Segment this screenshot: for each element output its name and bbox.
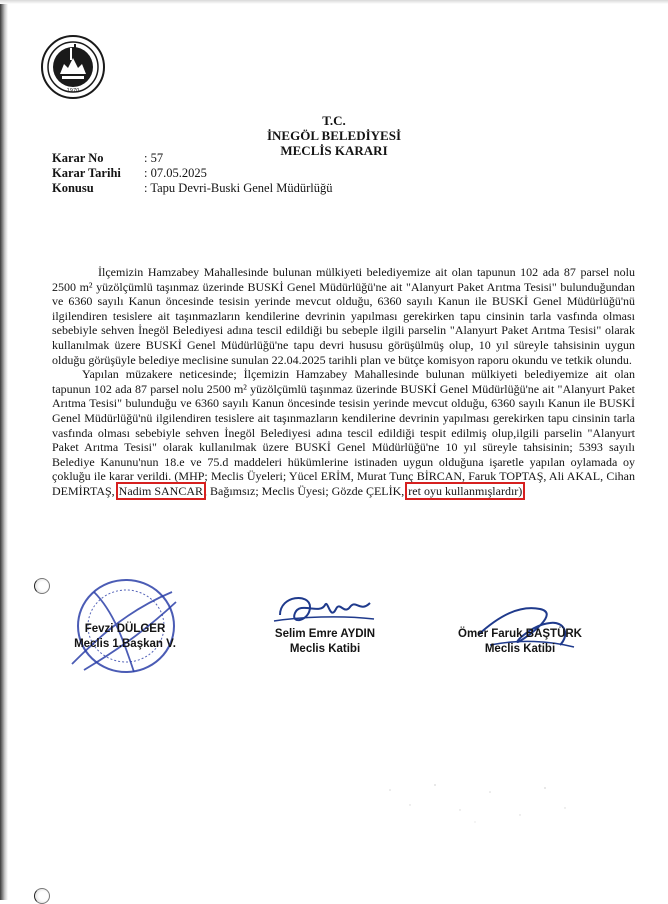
scan-noise [380,770,580,830]
signer-name: Fevzi DÜLGER [84,623,166,635]
scan-top-shadow [0,0,668,4]
header-council-decision: MECLİS KARARI [280,143,388,158]
punch-hole [34,578,50,594]
signer-title: Meclis Katibi [484,643,556,655]
meta-row-subject [52,181,332,196]
decision-body [52,265,635,499]
meta-label: Karar No [52,151,104,165]
decision-meta [52,151,332,196]
signer-title: Meclis 1.Başkan V. [74,638,176,650]
signature-block-clerk-1 [255,627,395,657]
paragraph-commission-report: İlçemizin Hamzabey Mahallesinde bulunan mülkiyeti belediyemize ait olan tapunun 102 ada 87 parsel nolu 2500 m² yüzölçümlü taşınmaz üzerinde BUSKİ Genel Müdürlüğü'ne ait "Alanyurt Paket Arıtma Tesisi" bulunduğundan ve 6360 sayılı Kanun öncesinde tesisin yerinde mevcut olduğu, 6360 sayılı Kanun ile BUSKİ Genel Müdürlüğü'nü ilgilendiren tesislere ait taşınmazların kendilerine devrinin yapılması gerekirken tapu cinsinin tarla vasfında olması sebebiyle sehven İnegöl Belediyesi adına tescil edildiği bu sebeple ilgili parselin "Alanyurt Paket Arıtma Tesisi" olarak kullanılmak üzere BUSKİ Genel Müdürlüğü'ne tapu devri hususu görüşülmüş olup, 10 yıl süreyle tahsisinin uygun olduğu görüşüyle belediye meclisine sunulan 22.04.2025 tarihli plan ve bütçe komisyon raporu okundu ve tetkik olundu. [52,265,635,367]
meta-label: Karar Tarihi [52,166,121,180]
meta-value: : 57 [144,151,164,165]
signature-block-clerk-2 [440,627,600,657]
meta-value: : Tapu Devri-Buski Genel Müdürlüğü [144,181,333,195]
header-municipality: İNEGÖL BELEDİYESİ [266,128,402,143]
signer-name: Selim Emre AYDIN [274,628,376,640]
signer-name: Ömer Faruk BAŞTÜRK [458,628,582,640]
decision-text-middle: , Bağımsız; Meclis Üyesi; Gözde ÇELİK, [204,483,405,498]
meta-label: Konusu [52,181,94,195]
meta-value: : 07.05.2025 [144,166,207,180]
paragraph-decision [52,367,635,498]
municipality-seal-icon [40,34,106,100]
seal-year: 1970 [66,88,80,94]
highlighted-vote-note: ret oyu kullanmışlardır) [408,483,523,498]
signer-title: Meclis Katibi [289,643,361,655]
meta-row-decision-no [52,151,332,166]
decision-text: Yapılan müzakere neticesinde; İlçemizin Hamzabey Mahallesinde bulunan mülkiyeti belediyemize ait olan tapunun 102 ada 87 parsel nolu 2500 m² yüzölçümlü taşınmaz üzerinde BUSKİ Genel Müdürlüğü'ne ait "Alanyurt Paket Arıtma Tesisi" bulunduğu ve 6360 sayılı Kanun öncesinde tesisin yerinde mevcut olduğu, 6360 sayılı Kanun ile BUSKİ Genel Müdürlüğü'nü ilgilendiren tesislere ait taşınmazların kendilerine devrinin yapılması gerekirken tapu cinsinin tarla vasfında olması sebebiyle sehven İnegöl Belediyesi adına tescil edildiği tespit edilmiş olup,ilgili parselin "Alanyurt Paket Arıtma Tesisi" olarak kullanılmak üzere BUSKİ Genel Müdürlüğü'ne 10 yıl süreyle tahsisinin; 5393 sayılı Belediye Kanunu'nun 18.e ve 75.d maddeleri hükümlerine istinaden uygun olduğuna işaretle yapılan oylamada oy çokluğu ile karar verildi. (MHP; Meclis Üyeleri; Yücel ERİM, Murat Tunç BİRCAN, Faruk TOPTAŞ, Ali AKAL, Cihan DEMİRTAŞ, [52,367,635,498]
signature-block-chair [60,622,190,652]
punch-hole [34,888,50,904]
header-tc: T.C. [322,113,346,128]
meta-row-decision-date [52,166,332,181]
highlighted-name: Nadim SANCAR [118,483,203,498]
